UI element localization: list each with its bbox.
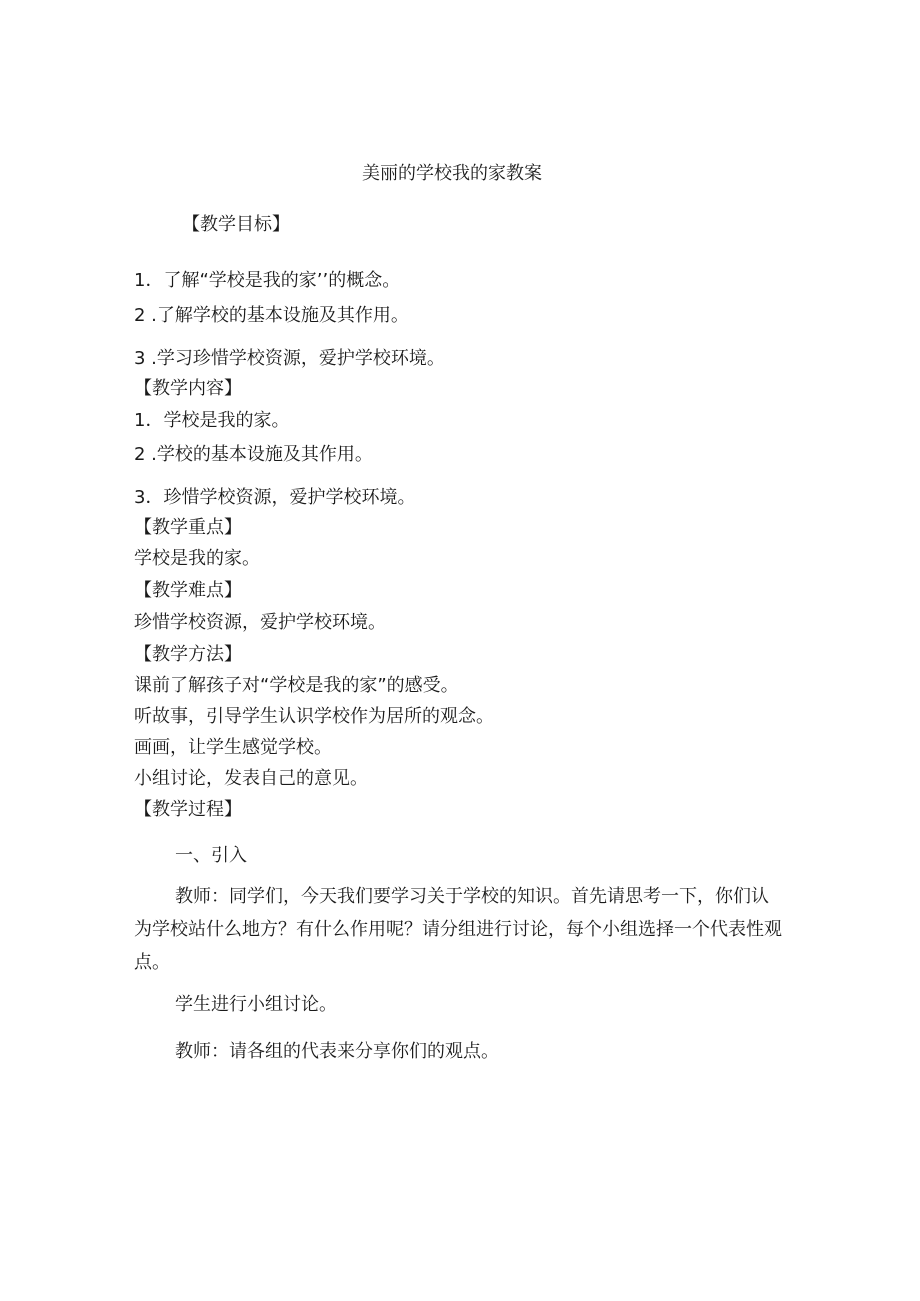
objective-item-3: 3 .学习珍惜学校资源，爱护学校环境。 <box>134 348 445 369</box>
document-title: 美丽的学校我的家教案 <box>362 163 542 184</box>
content-item-2: 2 .学校的基本设施及其作用。 <box>134 444 373 465</box>
heading-difficulty: 【教学难点】 <box>134 580 242 601</box>
objective-item-1: 1．了解“学校是我的家’’的概念。 <box>134 270 401 291</box>
content-item-1: 1．学校是我的家。 <box>134 410 290 431</box>
heading-objectives: 【教学目标】 <box>182 214 290 235</box>
objective-item-2: 2 .了解学校的基本设施及其作用。 <box>134 305 409 326</box>
heading-process: 【教学过程】 <box>134 799 242 820</box>
heading-content: 【教学内容】 <box>134 378 242 399</box>
method-item-4: 小组讨论，发表自己的意见。 <box>134 768 368 789</box>
method-item-1: 课前了解孩子对“学校是我的家”的感受。 <box>134 675 459 696</box>
paragraph-teacher-intro: 教师：同学们，今天我们要学习关于学校的知识。首先请思考一下，你们认为学校站什么地方？有什么作用呢？请分组进行讨论，每个小组选择一个代表性观点。 <box>134 886 782 973</box>
section-intro-heading: 一、引入 <box>175 845 247 866</box>
heading-key-point: 【教学重点】 <box>134 517 242 538</box>
method-item-2: 听故事，引导学生认识学校作为居所的观念。 <box>134 706 494 727</box>
heading-methods: 【教学方法】 <box>134 644 242 665</box>
difficulty-text: 珍惜学校资源，爱护学校环境。 <box>134 612 386 633</box>
content-item-3: 3．珍惜学校资源，爱护学校环境。 <box>134 487 416 508</box>
key-point-text: 学校是我的家。 <box>134 548 260 569</box>
paragraph-student-discussion: 学生进行小组讨论。 <box>175 994 337 1015</box>
method-item-3: 画画，让学生感觉学校。 <box>134 737 332 758</box>
paragraph-teacher-share: 教师：请各组的代表来分享你们的观点。 <box>175 1041 499 1062</box>
